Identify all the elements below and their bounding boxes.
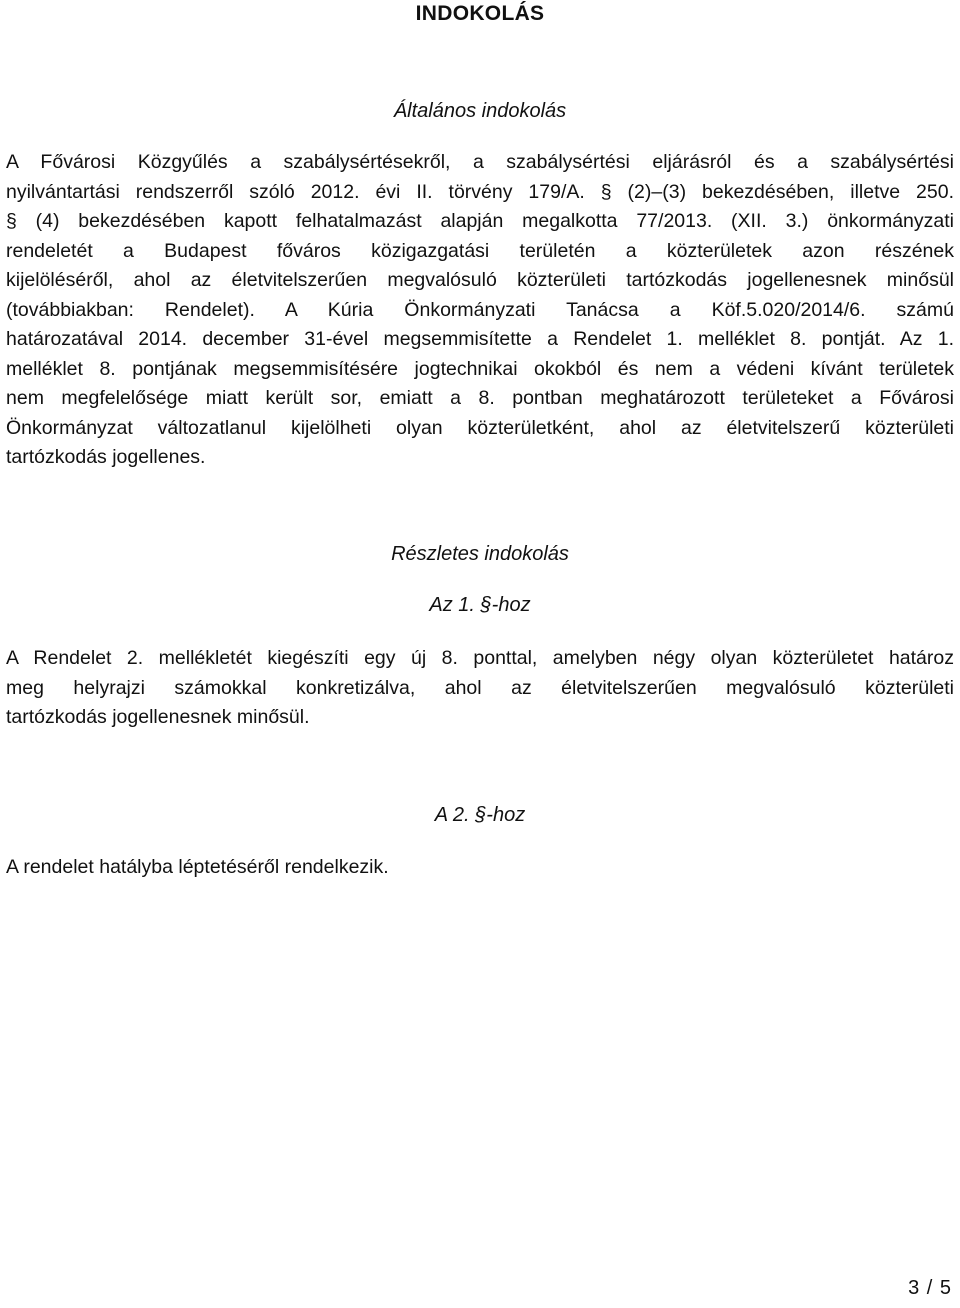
paragraph-line: meg helyrajzi számokkal konkretizálva, ahol az életvitelszerűen megvalósuló közterületi <box>6 676 954 699</box>
paragraph-line: Önkormányzat változatlanul kijelölheti olyan közterületként, ahol az életvitelszerű közterületi <box>6 416 954 439</box>
paragraph-line: határozatával 2014. december 31-ével megsemmisítette a Rendelet 1. melléklet 8. pontját. Az 1. <box>6 328 954 350</box>
document-title: INDOKOLÁS <box>415 2 545 25</box>
page-number: 3 / 5 <box>908 1277 952 1299</box>
paragraph-line: rendeletét a Budapest főváros közigazgatási területén a közterületek azon részének <box>6 239 954 262</box>
paragraph-line: kijelöléséről, ahol az életvitelszerűen megvalósuló közterületi tartózkodás jogellenesnek minősül <box>6 269 954 291</box>
paragraph-line: A Fővárosi Közgyűlés a szabálysértésekről, a szabálysértési eljárásról és a szabálysértési <box>6 151 954 173</box>
paragraph-line: A rendelet hatályba léptetéséről rendelkezik. <box>6 856 389 878</box>
section-1-heading: Az 1. §-hoz <box>429 594 531 616</box>
paragraph-line: § (4) bekezdésében kapott felhatalmazást alapján megalkotta 77/2013. (XII. 3.) önkormányzati <box>6 210 954 232</box>
section-2-heading: A 2. §-hoz <box>434 804 526 826</box>
paragraph-line: (továbbiakban: Rendelet). A Kúria Önkormányzati Tanácsa a Köf.5.020/2014/6. számú <box>6 298 954 321</box>
section-1-paragraph <box>6 644 954 733</box>
general-justification-paragraph <box>6 148 954 473</box>
paragraph-line: A Rendelet 2. mellékletét kiegészíti egy új 8. ponttal, amelyben négy olyan közterületet határoz <box>6 647 954 669</box>
paragraph-line: nyilvántartási rendszerről szóló 2012. évi II. törvény 179/A. § (2)–(3) bekezdésében, illetve 250. <box>6 180 954 203</box>
paragraph-line: melléklet 8. pontjának megsemmisítésére jogtechnikai okokból és nem a védeni kívánt területek <box>6 357 954 380</box>
paragraph-line: nem megfelelősége miatt került sor, emiatt a 8. pontban meghatározott területeket a Fővárosi <box>6 387 954 409</box>
general-justification-heading: Általános indokolás <box>393 100 567 122</box>
section-2-paragraph <box>6 853 954 883</box>
detailed-justification-heading: Részletes indokolás <box>391 543 569 565</box>
paragraph-line: tartózkodás jogellenesnek minősül. <box>6 706 310 728</box>
paragraph-line: tartózkodás jogellenes. <box>6 446 206 468</box>
